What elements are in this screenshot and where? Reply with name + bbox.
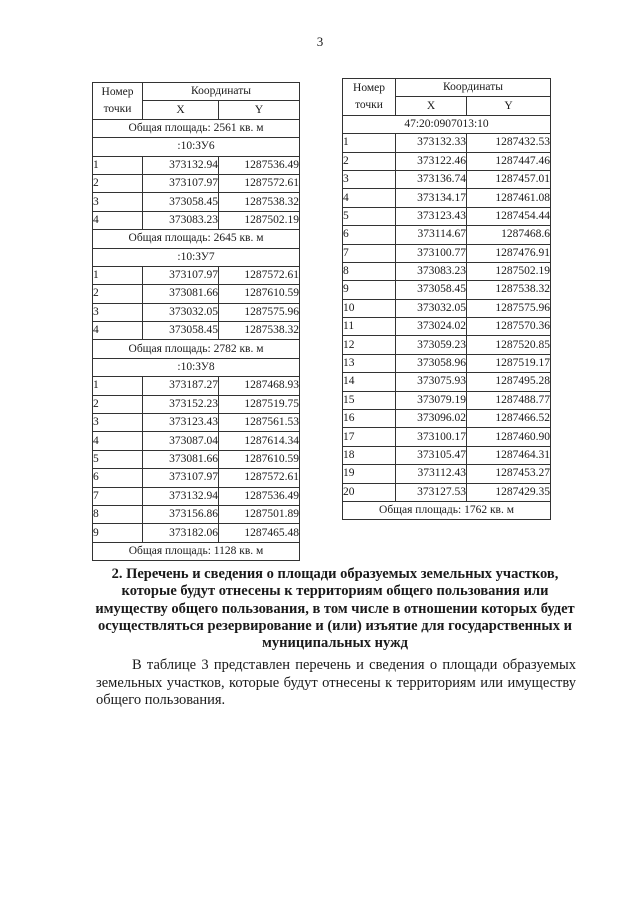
table-row bbox=[343, 262, 551, 280]
x-coordinate-cell: 373083.23 bbox=[143, 211, 219, 229]
x-coordinate-cell: 373122.46 bbox=[396, 152, 467, 170]
table-row bbox=[93, 395, 300, 413]
point-number-cell: 19 bbox=[343, 465, 396, 483]
point-number-cell: 18 bbox=[343, 446, 396, 464]
x-coordinate-cell: 373132.33 bbox=[396, 134, 467, 152]
point-number-cell: 8 bbox=[93, 505, 143, 523]
x-coordinate-cell: 373107.97 bbox=[143, 174, 219, 192]
point-number-cell: 2 bbox=[93, 174, 143, 192]
coordinates-table-left bbox=[92, 82, 300, 561]
y-coordinate-cell: 1287502.19 bbox=[219, 211, 300, 229]
y-coordinate-cell: 1287453.27 bbox=[467, 465, 551, 483]
coordinates-header: Координаты bbox=[396, 79, 551, 97]
point-number-cell: 13 bbox=[343, 354, 396, 372]
x-coordinate-cell: 373127.53 bbox=[396, 483, 467, 501]
y-coordinate-cell: 1287501.89 bbox=[219, 505, 300, 523]
x-coordinate-cell: 373058.45 bbox=[143, 193, 219, 211]
point-number-cell: 2 bbox=[93, 395, 143, 413]
y-coordinate-cell: 1287610.59 bbox=[219, 450, 300, 468]
y-coordinate-cell: 1287610.59 bbox=[219, 285, 300, 303]
x-coordinate-cell: 373079.19 bbox=[396, 391, 467, 409]
point-number-cell: 5 bbox=[93, 450, 143, 468]
table-row-caption bbox=[93, 542, 300, 560]
table-row bbox=[93, 432, 300, 450]
table-row bbox=[343, 354, 551, 372]
x-coordinate-cell: 373100.77 bbox=[396, 244, 467, 262]
table-row bbox=[343, 299, 551, 317]
x-coordinate-cell: 373136.74 bbox=[396, 170, 467, 188]
y-header: Y bbox=[219, 101, 300, 119]
point-number-cell: 9 bbox=[93, 524, 143, 542]
y-coordinate-cell: 1287495.28 bbox=[467, 373, 551, 391]
point-number-cell: 6 bbox=[93, 469, 143, 487]
table-row bbox=[93, 414, 300, 432]
x-coordinate-cell: 373107.97 bbox=[143, 266, 219, 284]
x-header: X bbox=[396, 97, 467, 115]
y-header: Y bbox=[467, 97, 551, 115]
table-body-left bbox=[93, 119, 300, 560]
point-number-header bbox=[343, 79, 396, 116]
point-number-cell: 16 bbox=[343, 410, 396, 428]
table-row-caption bbox=[93, 138, 300, 156]
table-row bbox=[93, 469, 300, 487]
y-coordinate-cell: 1287464.31 bbox=[467, 446, 551, 464]
point-number-cell: 1 bbox=[93, 266, 143, 284]
x-coordinate-cell: 373032.05 bbox=[396, 299, 467, 317]
x-coordinate-cell: 373134.17 bbox=[396, 189, 467, 207]
point-number-header-line2: точки bbox=[355, 98, 383, 111]
coordinates-header: Координаты bbox=[143, 83, 300, 101]
y-coordinate-cell: 1287454.44 bbox=[467, 207, 551, 225]
table-row-caption bbox=[93, 358, 300, 376]
table-row bbox=[343, 391, 551, 409]
y-coordinate-cell: 1287570.36 bbox=[467, 318, 551, 336]
y-coordinate-cell: 1287572.61 bbox=[219, 266, 300, 284]
y-coordinate-cell: 1287447.46 bbox=[467, 152, 551, 170]
point-number-header bbox=[93, 83, 143, 120]
point-number-cell: 3 bbox=[343, 170, 396, 188]
table-row bbox=[93, 524, 300, 542]
point-number-cell: 3 bbox=[93, 414, 143, 432]
point-number-cell: 3 bbox=[93, 193, 143, 211]
point-number-header-line1: Номер bbox=[101, 85, 134, 98]
point-number-cell: 17 bbox=[343, 428, 396, 446]
point-number-header-line1: Номер bbox=[353, 81, 385, 94]
point-number-cell: 1 bbox=[343, 134, 396, 152]
table-row-caption bbox=[93, 340, 300, 358]
table-row bbox=[93, 285, 300, 303]
table-header-row bbox=[343, 79, 551, 97]
point-number-cell: 1 bbox=[93, 377, 143, 395]
y-coordinate-cell: 1287465.48 bbox=[219, 524, 300, 542]
point-number-cell: 7 bbox=[343, 244, 396, 262]
x-coordinate-cell: 373107.97 bbox=[143, 469, 219, 487]
y-coordinate-cell: 1287457.01 bbox=[467, 170, 551, 188]
x-coordinate-cell: 373081.66 bbox=[143, 285, 219, 303]
point-number-cell: 11 bbox=[343, 318, 396, 336]
table-row bbox=[343, 318, 551, 336]
x-coordinate-cell: 373114.67 bbox=[396, 226, 467, 244]
y-coordinate-cell: 1287538.32 bbox=[219, 193, 300, 211]
table-row bbox=[93, 322, 300, 340]
x-coordinate-cell: 373058.96 bbox=[396, 354, 467, 372]
x-coordinate-cell: 373132.94 bbox=[143, 156, 219, 174]
x-coordinate-cell: 373123.43 bbox=[143, 414, 219, 432]
point-number-cell: 7 bbox=[93, 487, 143, 505]
x-coordinate-cell: 373081.66 bbox=[143, 450, 219, 468]
table-row-caption bbox=[343, 501, 551, 519]
point-number-cell: 4 bbox=[93, 432, 143, 450]
y-coordinate-cell: 1287461.08 bbox=[467, 189, 551, 207]
point-number-cell: 3 bbox=[93, 303, 143, 321]
y-coordinate-cell: 1287575.96 bbox=[219, 303, 300, 321]
table-row bbox=[93, 156, 300, 174]
x-coordinate-cell: 373096.02 bbox=[396, 410, 467, 428]
table-row bbox=[343, 410, 551, 428]
point-number-cell: 20 bbox=[343, 483, 396, 501]
page-number: 3 bbox=[316, 34, 324, 49]
point-number-cell: 4 bbox=[93, 322, 143, 340]
table-row bbox=[343, 281, 551, 299]
table-row bbox=[343, 152, 551, 170]
x-coordinate-cell: 373156.86 bbox=[143, 505, 219, 523]
x-coordinate-cell: 373075.93 bbox=[396, 373, 467, 391]
table-row bbox=[93, 211, 300, 229]
x-header: X bbox=[143, 101, 219, 119]
table-row bbox=[93, 193, 300, 211]
table-row bbox=[93, 174, 300, 192]
point-number-cell: 1 bbox=[93, 156, 143, 174]
point-number-cell: 8 bbox=[343, 262, 396, 280]
table-row bbox=[343, 207, 551, 225]
section-paragraph-text: В таблице 3 представлен перечень и сведения о площади образуемых земельных участков, которые будут отнесены к территориям или имуществу общего пользования. bbox=[96, 657, 576, 708]
table-row-caption bbox=[93, 230, 300, 248]
y-coordinate-cell: 1287520.85 bbox=[467, 336, 551, 354]
x-coordinate-cell: 373112.43 bbox=[396, 465, 467, 483]
section-heading: 2. Перечень и сведения о площади образуемых земельных участков, которые будут отнесены к территориям общего пользования или имуществу общего пользования, в том числе в отношении которых будет осуществляться резервирование и (или) изъятие для государственных и муниципальных нужд bbox=[95, 566, 575, 652]
table-row bbox=[343, 134, 551, 152]
y-coordinate-cell: 1287561.53 bbox=[219, 414, 300, 432]
y-coordinate-cell: 1287614.34 bbox=[219, 432, 300, 450]
point-number-cell: 10 bbox=[343, 299, 396, 317]
table-row bbox=[93, 487, 300, 505]
table-row bbox=[343, 446, 551, 464]
y-coordinate-cell: 1287519.17 bbox=[467, 354, 551, 372]
x-coordinate-cell: 373105.47 bbox=[396, 446, 467, 464]
y-coordinate-cell: 1287536.49 bbox=[219, 487, 300, 505]
x-coordinate-cell: 373087.04 bbox=[143, 432, 219, 450]
x-coordinate-cell: 373059.23 bbox=[396, 336, 467, 354]
x-coordinate-cell: 373100.17 bbox=[396, 428, 467, 446]
table-header-row bbox=[93, 83, 300, 101]
table-row bbox=[343, 336, 551, 354]
table-row bbox=[93, 450, 300, 468]
y-coordinate-cell: 1287432.53 bbox=[467, 134, 551, 152]
y-coordinate-cell: 1287536.49 bbox=[219, 156, 300, 174]
caption-cell: Общая площадь: 2645 кв. м bbox=[93, 230, 300, 248]
point-number-cell: 12 bbox=[343, 336, 396, 354]
y-coordinate-cell: 1287572.61 bbox=[219, 174, 300, 192]
table-row bbox=[343, 428, 551, 446]
table-row bbox=[343, 483, 551, 501]
table-body-right bbox=[343, 115, 551, 520]
x-coordinate-cell: 373083.23 bbox=[396, 262, 467, 280]
point-number-cell: 2 bbox=[343, 152, 396, 170]
point-number-cell: 14 bbox=[343, 373, 396, 391]
y-coordinate-cell: 1287538.32 bbox=[467, 281, 551, 299]
y-coordinate-cell: 1287429.35 bbox=[467, 483, 551, 501]
table-row bbox=[343, 373, 551, 391]
x-coordinate-cell: 373132.94 bbox=[143, 487, 219, 505]
caption-cell: 47:20:0907013:10 bbox=[343, 115, 551, 133]
y-coordinate-cell: 1287519.75 bbox=[219, 395, 300, 413]
x-coordinate-cell: 373182.06 bbox=[143, 524, 219, 542]
table-row bbox=[343, 189, 551, 207]
x-coordinate-cell: 373024.02 bbox=[396, 318, 467, 336]
y-coordinate-cell: 1287466.52 bbox=[467, 410, 551, 428]
point-number-cell: 4 bbox=[343, 189, 396, 207]
x-coordinate-cell: 373152.23 bbox=[143, 395, 219, 413]
x-coordinate-cell: 373123.43 bbox=[396, 207, 467, 225]
coordinates-table-right bbox=[342, 78, 551, 520]
y-coordinate-cell: 1287575.96 bbox=[467, 299, 551, 317]
y-coordinate-cell: 1287468.6 bbox=[467, 226, 551, 244]
table-row bbox=[93, 505, 300, 523]
x-coordinate-cell: 373032.05 bbox=[143, 303, 219, 321]
y-coordinate-cell: 1287460.90 bbox=[467, 428, 551, 446]
x-coordinate-cell: 373058.45 bbox=[396, 281, 467, 299]
caption-cell: Общая площадь: 2782 кв. м bbox=[93, 340, 300, 358]
table-row bbox=[93, 303, 300, 321]
table-row bbox=[93, 266, 300, 284]
y-coordinate-cell: 1287502.19 bbox=[467, 262, 551, 280]
caption-cell: Общая площадь: 1128 кв. м bbox=[93, 542, 300, 560]
y-coordinate-cell: 1287488.77 bbox=[467, 391, 551, 409]
y-coordinate-cell: 1287538.32 bbox=[219, 322, 300, 340]
point-number-cell: 15 bbox=[343, 391, 396, 409]
table-row-caption bbox=[343, 115, 551, 133]
table-row-caption bbox=[93, 119, 300, 137]
point-number-header-line2: точки bbox=[103, 102, 132, 115]
caption-cell: Общая площадь: 1762 кв. м bbox=[343, 501, 551, 519]
table-row-caption bbox=[93, 248, 300, 266]
point-number-cell: 2 bbox=[93, 285, 143, 303]
point-number-cell: 4 bbox=[93, 211, 143, 229]
table-row bbox=[343, 170, 551, 188]
table-row bbox=[343, 244, 551, 262]
table-row bbox=[93, 377, 300, 395]
y-coordinate-cell: 1287468.93 bbox=[219, 377, 300, 395]
section-paragraph bbox=[96, 657, 576, 710]
table-row bbox=[343, 226, 551, 244]
table-row bbox=[343, 465, 551, 483]
x-coordinate-cell: 373058.45 bbox=[143, 322, 219, 340]
caption-cell: :10:ЗУ7 bbox=[93, 248, 300, 266]
caption-cell: Общая площадь: 2561 кв. м bbox=[93, 119, 300, 137]
y-coordinate-cell: 1287572.61 bbox=[219, 469, 300, 487]
caption-cell: :10:ЗУ8 bbox=[93, 358, 300, 376]
caption-cell: :10:ЗУ6 bbox=[93, 138, 300, 156]
point-number-cell: 5 bbox=[343, 207, 396, 225]
point-number-cell: 9 bbox=[343, 281, 396, 299]
x-coordinate-cell: 373187.27 bbox=[143, 377, 219, 395]
y-coordinate-cell: 1287476.91 bbox=[467, 244, 551, 262]
point-number-cell: 6 bbox=[343, 226, 396, 244]
